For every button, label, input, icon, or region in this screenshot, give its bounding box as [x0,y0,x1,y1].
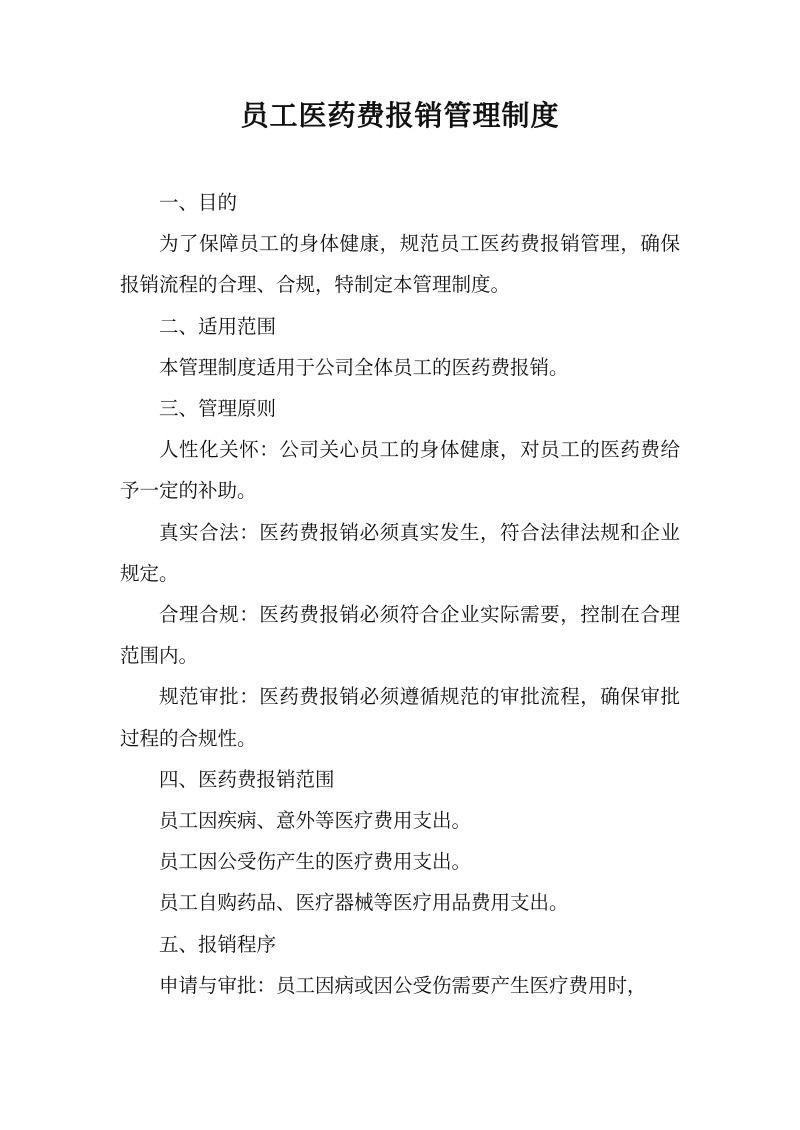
section-heading-scope: 二、适用范围 [159,314,277,338]
section-heading-purpose: 一、目的 [159,191,238,214]
paragraph-coverage-work-injury: 员工因公受伤产生的医疗费用支出。 [159,850,472,874]
paragraph-coverage-self-purchase: 员工自购药品、医疗器械等医疗用品费用支出。 [159,891,569,915]
paragraph-procedure-application: 申请与审批：员工因病或因公受伤需要产生医疗费用时， [159,973,647,997]
paragraph-coverage-illness: 员工因疾病、意外等医疗费用支出。 [159,809,472,833]
section-heading-principles: 三、管理原则 [159,397,277,421]
section-heading-procedure: 五、报销程序 [159,932,277,956]
paragraph-principle-legal: 真实合法：医药费报销必须真实发生，符合法律法规和企业规定。 [120,520,680,585]
document-body [120,182,680,1006]
paragraph-purpose: 为了保障员工的身体健康，规范员工医药费报销管理，确保报销流程的合理、合规，特制定本管理制度。 [120,232,680,297]
paragraph-principle-care: 人性化关怀：公司关心员工的身体健康，对员工的医药费给予一定的补助。 [120,438,680,503]
section-heading-coverage: 四、医药费报销范围 [159,767,335,791]
document-title: 员工医药费报销管理制度 [240,99,560,132]
paragraph-principle-approval: 规范审批：医药费报销必须遵循规范的审批流程，确保审批过程的合规性。 [120,685,680,750]
paragraph-principle-reasonable: 合理合规：医药费报销必须符合企业实际需要，控制在合理范围内。 [120,603,680,668]
paragraph-scope: 本管理制度适用于公司全体员工的医药费报销。 [159,355,569,379]
